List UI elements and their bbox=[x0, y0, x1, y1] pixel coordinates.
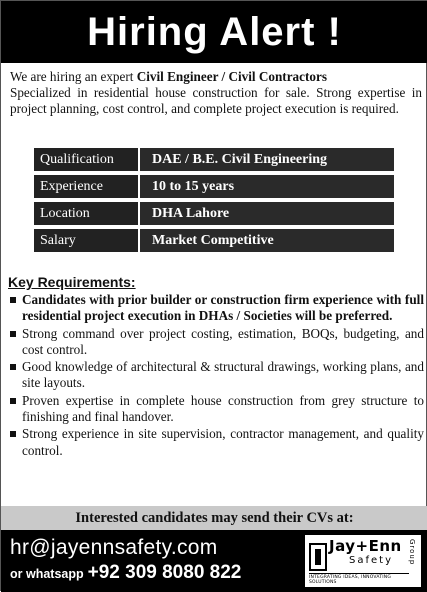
requirement-text: Candidates with prior builder or construction firm experience with full residential project execution in DHAs / Societies will be preferred. bbox=[22, 292, 424, 324]
whatsapp-number[interactable]: +92 309 8080 822 bbox=[87, 562, 242, 583]
bullet-icon bbox=[10, 297, 16, 303]
details-value: DAE / B.E. Civil Engineering bbox=[152, 152, 328, 167]
logo-safety: Safety bbox=[349, 555, 393, 566]
bullet-icon bbox=[10, 431, 16, 437]
details-label: Location bbox=[34, 202, 140, 225]
requirement-text: Strong command over project costing, estimation, BOQs, budgeting, and cost control. bbox=[22, 325, 424, 357]
list-item bbox=[10, 292, 424, 325]
requirements-list bbox=[10, 292, 424, 460]
call-to-action: Interested candidates may send their CVs at: bbox=[1, 506, 427, 530]
logo-name: Jay+Enn bbox=[329, 537, 402, 555]
email-link[interactable]: hr@jayennsafety.com bbox=[10, 536, 218, 559]
bullet-icon bbox=[10, 398, 16, 404]
details-label: Experience bbox=[34, 175, 140, 198]
requirement-text: Proven expertise in complete house construction from grey structure to finishing and final handover. bbox=[22, 392, 424, 425]
details-row-location bbox=[34, 202, 394, 225]
logo-group: Group bbox=[408, 539, 416, 566]
list-item bbox=[10, 359, 424, 392]
company-logo bbox=[304, 534, 422, 588]
details-value: DHA Lahore bbox=[152, 206, 230, 221]
requirements-heading: Key Requirements: bbox=[8, 274, 136, 290]
requirement-text: Strong experience in site supervision, contractor management, and quality control. bbox=[22, 426, 424, 458]
intro-description: Specialized in residential house construction for sale. Strong expertise in project planning, cost control, and complete project execution is required. bbox=[10, 85, 422, 117]
bullet-icon bbox=[10, 331, 16, 337]
details-label: Salary bbox=[34, 229, 140, 252]
details-label: Qualification bbox=[34, 148, 140, 171]
details-row-qualification bbox=[34, 148, 394, 171]
logo-tagline: INTEGRATING IDEAS, INNOVATING SOLUTIONS bbox=[309, 573, 409, 585]
bullet-icon bbox=[10, 364, 16, 370]
details-value: 10 to 15 years bbox=[152, 179, 235, 194]
contact-footer bbox=[1, 530, 427, 592]
whatsapp-label: or whatsapp bbox=[10, 567, 84, 581]
whatsapp-contact bbox=[10, 562, 241, 584]
intro-role: Civil Engineer / Civil Contractors bbox=[136, 69, 327, 84]
requirement-text: Good knowledge of architectural & structural drawings, working plans, and site layouts. bbox=[22, 359, 424, 391]
list-item bbox=[10, 393, 424, 426]
details-row-salary bbox=[34, 229, 394, 252]
logo-mark-icon bbox=[309, 543, 327, 571]
details-value: Market Competitive bbox=[152, 233, 274, 248]
intro-lead: We are hiring an expert bbox=[10, 69, 137, 84]
details-row-experience bbox=[34, 175, 394, 198]
list-item bbox=[10, 426, 424, 459]
job-details-table bbox=[34, 148, 394, 256]
list-item bbox=[10, 326, 424, 359]
page-title: Hiring Alert ! bbox=[1, 1, 427, 63]
intro-paragraph bbox=[10, 69, 422, 118]
